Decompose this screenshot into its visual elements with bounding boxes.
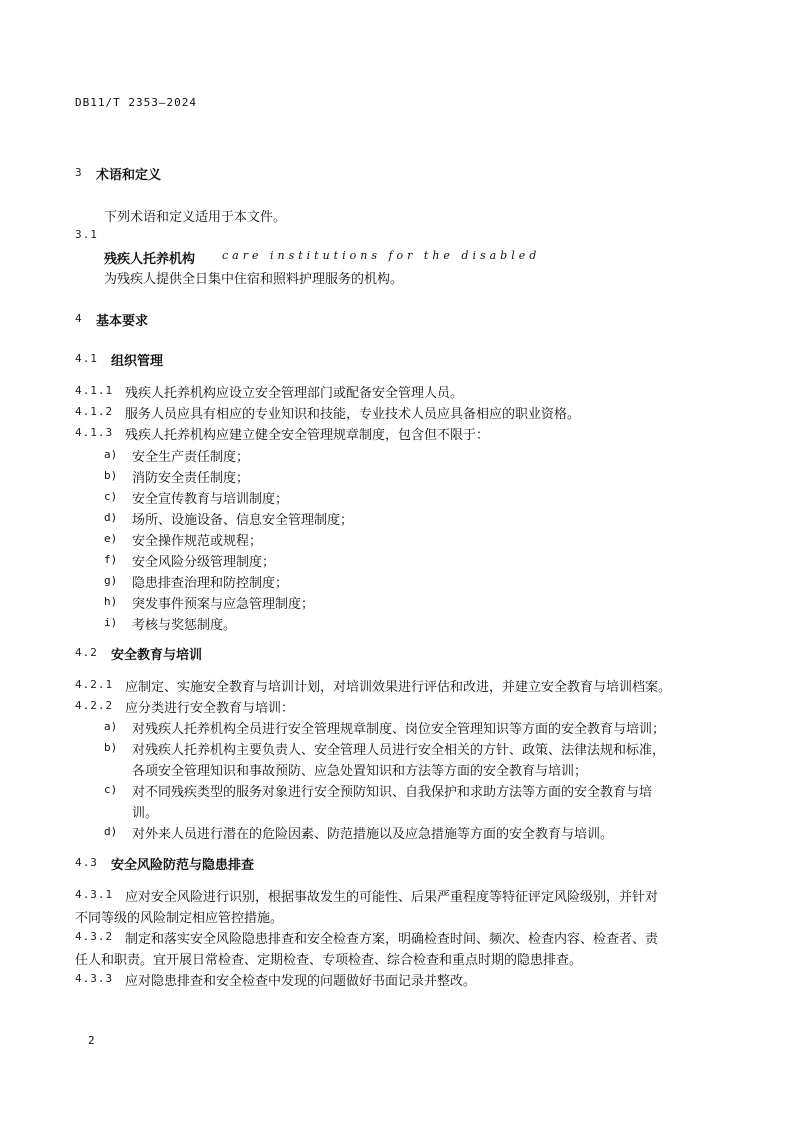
list-marker: d) (104, 825, 118, 838)
subsection-title: 组织管理 (111, 354, 164, 369)
clause-text: 残疾人托养机构应建立健全安全管理规章制度，包含但不限于： (125, 428, 490, 443)
clause-text: 制定和落实安全风险隐患排查和安全检查方案，明确检查时间、频次、检查内容、检查者、责 (125, 932, 659, 947)
paragraph: 下列术语和定义适用于本文件。 (104, 210, 287, 225)
clause-number: 4.1.3 (75, 426, 114, 439)
term-number: 3.1 (75, 228, 98, 241)
list-marker: h) (104, 595, 118, 608)
list-marker: g) (104, 574, 118, 587)
clause-text: 应对隐患排查和安全检查中发现的问题做好书面记录并整改。 (125, 974, 477, 989)
list-item: 考核与奖惩制度。 (132, 618, 237, 633)
clause-text: 应制定、实施安全教育与培训计划，对培训效果进行评估和改进，并建立安全教育与培训档案。 (125, 680, 672, 695)
clause-text-continued: 不同等级的风险制定相应管控措施。 (75, 911, 284, 926)
list-marker: d) (104, 511, 118, 524)
list-marker: c) (104, 490, 118, 503)
list-marker: i) (104, 616, 118, 629)
section-number: 4 (75, 312, 83, 325)
list-marker: f) (104, 553, 118, 566)
clause-number: 4.1.1 (75, 384, 114, 397)
list-item: 安全操作规范或规程； (132, 534, 263, 549)
subsection-title: 安全教育与培训 (111, 648, 203, 663)
list-item-continued: 各项安全管理知识和事故预防、应急处置知识和方法等方面的安全教育与培训； (132, 764, 588, 779)
list-marker: a) (104, 448, 118, 461)
list-marker: a) (104, 720, 118, 733)
clause-text: 服务人员应具有相应的专业知识和技能，专业技术人员应具备相应的职业资格。 (125, 407, 581, 422)
clause-text-continued: 任人和职责。宜开展日常检查、定期检查、专项检查、综合检查和重点时期的隐患排查。 (75, 953, 583, 968)
term-name: 残疾人托养机构 (104, 252, 196, 267)
list-item: 安全生产责任制度； (132, 450, 250, 465)
list-item: 突发事件预案与应急管理制度； (132, 597, 315, 612)
clause-text: 残疾人托养机构应设立安全管理部门或配备安全管理人员。 (125, 386, 464, 401)
list-item: 对残疾人托养机构全员进行安全管理规章制度、岗位安全管理知识等方面的安全教育与培训； (132, 722, 666, 737)
list-item: 安全宣传教育与培训制度； (132, 492, 289, 507)
list-item: 隐患排查治理和防控制度； (132, 576, 289, 591)
list-item: 对外来人员进行潜在的危险因素、防范措施以及应急措施等方面的安全教育与培训。 (132, 827, 614, 842)
clause-text: 应分类进行安全教育与培训： (125, 701, 295, 716)
list-marker: b) (104, 741, 118, 754)
page-number: 2 (88, 1034, 95, 1047)
clause-number: 4.1.2 (75, 405, 114, 418)
document-code: DB11/T 2353—2024 (75, 96, 197, 109)
list-item-continued: 训。 (132, 806, 159, 821)
clause-number: 4.3.2 (75, 930, 114, 943)
term-definition: 为残疾人提供全日集中住宿和照料护理服务的机构。 (104, 272, 404, 287)
clause-number: 4.2.1 (75, 678, 114, 691)
section-title: 基本要求 (96, 314, 149, 329)
clause-text: 应对安全风险进行识别，根据事故发生的可能性、后果严重程度等特征评定风险级别，并针对 (125, 890, 659, 905)
subsection-number: 4.2 (75, 646, 98, 659)
clause-number: 4.2.2 (75, 699, 114, 712)
list-marker: b) (104, 469, 118, 482)
list-marker: e) (104, 532, 118, 545)
term-english: care institutions for the disabled (222, 249, 541, 262)
list-item: 对不同残疾类型的服务对象进行安全预防知识、自我保护和求助方法等方面的安全教育与培 (132, 785, 653, 800)
clause-number: 4.3.3 (75, 972, 114, 985)
section-title: 术语和定义 (96, 168, 162, 183)
subsection-number: 4.3 (75, 856, 98, 869)
list-item: 场所、设施设备、信息安全管理制度； (132, 513, 354, 528)
list-item: 安全风险分级管理制度； (132, 555, 276, 570)
list-item: 对残疾人托养机构主要负责人、安全管理人员进行安全相关的方针、政策、法律法规和标准， (132, 743, 666, 758)
section-number: 3 (75, 166, 83, 179)
subsection-number: 4.1 (75, 352, 98, 365)
clause-number: 4.3.1 (75, 888, 114, 901)
subsection-title: 安全风险防范与隐患排查 (111, 858, 255, 873)
list-marker: c) (104, 783, 118, 796)
list-item: 消防安全责任制度； (132, 471, 250, 486)
